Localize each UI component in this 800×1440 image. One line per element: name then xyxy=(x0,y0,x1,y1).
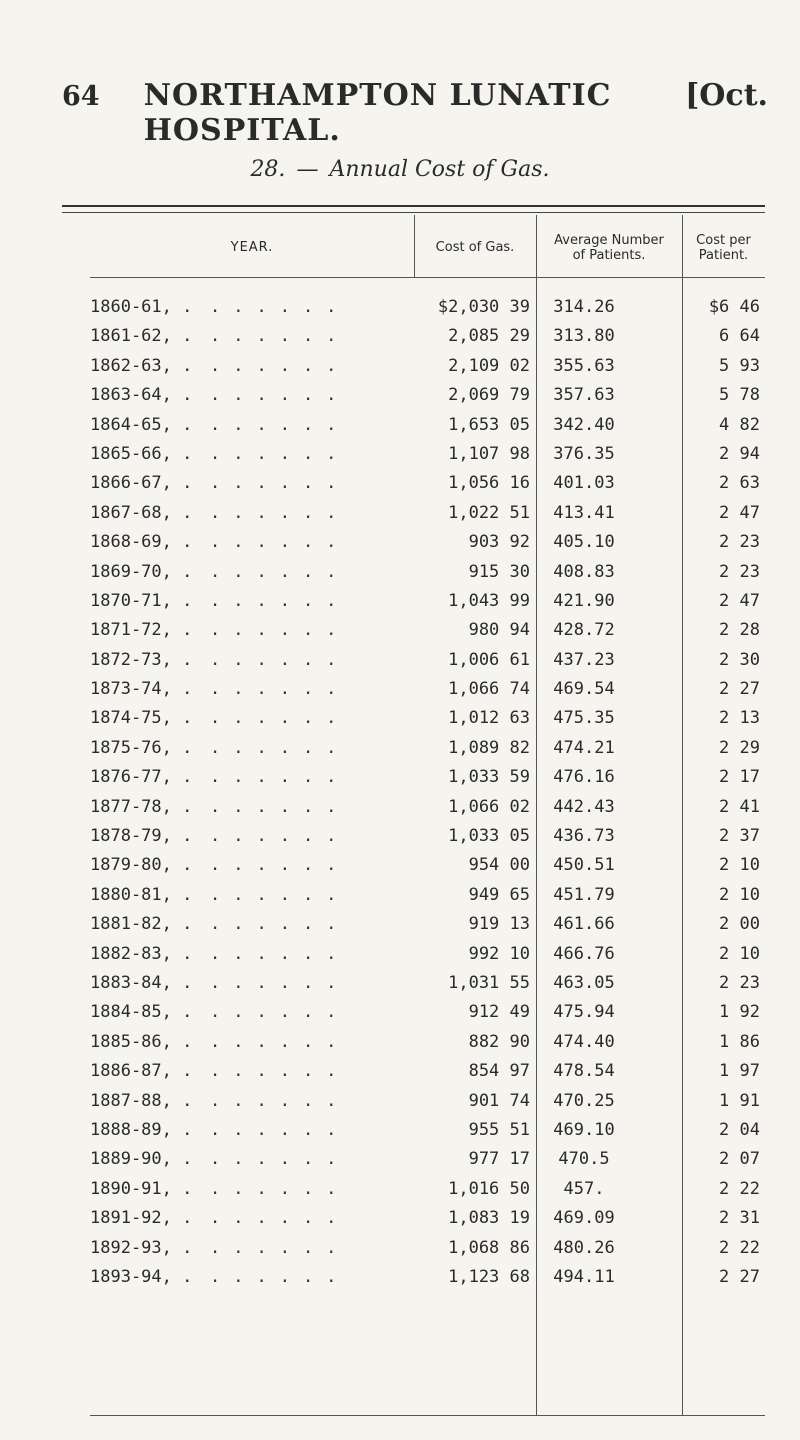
average-patients-cell: 421.90 xyxy=(553,590,615,611)
cost-per-patient-cell: 2 29 xyxy=(719,737,760,758)
year-cell: 1875-76, . xyxy=(90,737,193,758)
cost-of-gas-cell: 1,089 82 xyxy=(448,737,530,758)
cost-of-gas-cell: 1,006 61 xyxy=(448,649,530,670)
table-row xyxy=(0,591,800,620)
cost-of-gas-cell: 1,056 16 xyxy=(448,473,530,494)
year-cell: 1879-80, . xyxy=(90,855,193,876)
table-row xyxy=(0,944,800,973)
average-patients-cell: 470.25 xyxy=(553,1090,615,1111)
table-row xyxy=(0,503,800,532)
dot-leader: ...... xyxy=(210,620,350,641)
table-bottom-rule xyxy=(90,1415,765,1416)
dot-leader: ...... xyxy=(210,914,350,935)
cost-per-patient-cell: 2 94 xyxy=(719,443,760,464)
table-row xyxy=(0,826,800,855)
dot-leader: ...... xyxy=(210,649,350,670)
average-patients-cell: 428.72 xyxy=(553,620,615,641)
cost-per-patient-cell: 5 93 xyxy=(719,355,760,376)
cost-of-gas-cell: 1,068 86 xyxy=(448,1237,530,1258)
dot-leader: ...... xyxy=(210,355,350,376)
year-cell: 1872-73, . xyxy=(90,649,193,670)
column-header-average-patients: Average Number of Patients. xyxy=(554,232,664,263)
year-cell: 1877-78, . xyxy=(90,796,193,817)
table-caption xyxy=(0,157,800,182)
table-row xyxy=(0,444,800,473)
average-patients-cell: 355.63 xyxy=(553,355,615,376)
dot-leader: ...... xyxy=(210,473,350,494)
dot-leader: ...... xyxy=(210,1031,350,1052)
table-row xyxy=(0,326,800,355)
dot-leader: ...... xyxy=(210,326,350,347)
dot-leader: ...... xyxy=(210,414,350,435)
cost-of-gas-cell: 1,022 51 xyxy=(448,502,530,523)
table-row xyxy=(0,1149,800,1178)
table-row xyxy=(0,797,800,826)
table-row xyxy=(0,973,800,1002)
cost-per-patient-cell: 2 47 xyxy=(719,502,760,523)
cost-per-patient-cell: 2 22 xyxy=(719,1178,760,1199)
cost-per-patient-cell: 2 10 xyxy=(719,884,760,905)
dot-leader: ...... xyxy=(210,297,350,317)
column-rule xyxy=(414,215,415,277)
average-patients-cell: 461.66 xyxy=(553,914,615,935)
cost-per-patient-cell: 5 78 xyxy=(719,385,760,406)
cost-per-patient-cell: 2 13 xyxy=(719,708,760,729)
cost-of-gas-cell: 903 92 xyxy=(468,532,530,553)
average-patients-cell: 474.40 xyxy=(553,1031,615,1052)
year-cell: 1862-63, . xyxy=(90,355,193,376)
table-row xyxy=(0,620,800,649)
year-cell: 1874-75, . xyxy=(90,708,193,729)
average-patients-cell: 405.10 xyxy=(553,532,615,553)
table-row xyxy=(0,562,800,591)
average-patients-cell: 469.54 xyxy=(553,679,615,700)
dot-leader: ...... xyxy=(210,943,350,964)
cost-per-patient-cell: 2 47 xyxy=(719,590,760,611)
table-row xyxy=(0,297,800,326)
table-row xyxy=(0,356,800,385)
year-cell: 1865-66, . xyxy=(90,443,193,464)
cost-per-patient-cell: 2 04 xyxy=(719,1119,760,1140)
running-head-month: [Oct. xyxy=(685,78,768,113)
year-cell: 1861-62, . xyxy=(90,326,193,347)
cost-of-gas-cell: 949 65 xyxy=(468,884,530,905)
cost-per-patient-cell: 1 92 xyxy=(719,1002,760,1023)
average-patients-cell: 451.79 xyxy=(553,884,615,905)
cost-per-patient-cell: 2 23 xyxy=(719,972,760,993)
cost-of-gas-cell: 977 17 xyxy=(468,1149,530,1170)
cost-of-gas-cell: 954 00 xyxy=(468,855,530,876)
year-cell: 1889-90, . xyxy=(90,1149,193,1170)
dot-leader: ...... xyxy=(210,1090,350,1111)
table-row xyxy=(0,1208,800,1237)
cost-per-patient-cell: 2 27 xyxy=(719,1266,760,1287)
year-cell: 1890-91, . xyxy=(90,1178,193,1199)
cost-of-gas-cell: 912 49 xyxy=(468,1002,530,1023)
page-header xyxy=(62,78,768,148)
table-number: 28. xyxy=(250,157,286,182)
average-patients-cell: 466.76 xyxy=(553,943,615,964)
dot-leader: ...... xyxy=(210,502,350,523)
cost-per-patient-cell: 2 41 xyxy=(719,796,760,817)
cost-of-gas-cell: 1,043 99 xyxy=(448,590,530,611)
year-cell: 1887-88, . xyxy=(90,1090,193,1111)
average-patients-cell: 437.23 xyxy=(553,649,615,670)
table-row xyxy=(0,767,800,796)
cost-of-gas-cell: $2,030 39 xyxy=(437,297,530,317)
cost-of-gas-cell: 919 13 xyxy=(468,914,530,935)
cost-of-gas-cell: 1,033 05 xyxy=(448,826,530,847)
year-cell: 1893-94, . xyxy=(90,1266,193,1287)
average-patients-cell: 413.41 xyxy=(553,502,615,523)
year-cell: 1873-74, . xyxy=(90,679,193,700)
cost-of-gas-cell: 1,033 59 xyxy=(448,767,530,788)
cost-of-gas-cell: 1,016 50 xyxy=(448,1178,530,1199)
average-patients-cell: 474.21 xyxy=(553,737,615,758)
average-patients-cell: 401.03 xyxy=(553,473,615,494)
dot-leader: ...... xyxy=(210,1208,350,1229)
average-patients-cell: 470.5 xyxy=(558,1149,610,1170)
cost-per-patient-cell: 2 17 xyxy=(719,767,760,788)
table-row xyxy=(0,708,800,737)
table-row xyxy=(0,385,800,414)
header-rule xyxy=(90,277,765,278)
table-row xyxy=(0,1032,800,1061)
year-cell: 1868-69, . xyxy=(90,532,193,553)
average-patients-cell: 436.73 xyxy=(553,826,615,847)
table-row xyxy=(0,1061,800,1090)
cost-per-patient-cell: 2 10 xyxy=(719,943,760,964)
cost-of-gas-cell: 980 94 xyxy=(468,620,530,641)
dot-leader: ...... xyxy=(210,1119,350,1140)
running-head: NORTHAMPTON LUNATIC HOSPITAL. xyxy=(143,78,612,148)
table-row xyxy=(0,855,800,884)
year-cell: 1871-72, . xyxy=(90,620,193,641)
year-cell: 1867-68, . xyxy=(90,502,193,523)
table-row xyxy=(0,1267,800,1296)
cost-of-gas-cell: 1,031 55 xyxy=(448,972,530,993)
dot-leader: ...... xyxy=(210,1002,350,1023)
cost-of-gas-cell: 2,069 79 xyxy=(448,385,530,406)
year-cell: 1864-65, . xyxy=(90,414,193,435)
average-patients-cell: 475.35 xyxy=(553,708,615,729)
cost-of-gas-cell: 1,123 68 xyxy=(448,1266,530,1287)
year-cell: 1869-70, . xyxy=(90,561,193,582)
year-cell: 1881-82, . xyxy=(90,914,193,935)
cost-per-patient-cell: 2 23 xyxy=(719,532,760,553)
table-row xyxy=(0,1179,800,1208)
column-header-cost-of-gas: Cost of Gas. xyxy=(435,240,515,255)
average-patients-cell: 480.26 xyxy=(553,1237,615,1258)
average-patients-cell: 478.54 xyxy=(553,1061,615,1082)
table-row xyxy=(0,1091,800,1120)
year-cell: 1888-89, . xyxy=(90,1119,193,1140)
cost-of-gas-cell: 854 97 xyxy=(468,1061,530,1082)
cost-of-gas-cell: 1,066 74 xyxy=(448,679,530,700)
average-patients-cell: 463.05 xyxy=(553,972,615,993)
average-patients-cell: 313.80 xyxy=(553,326,615,347)
average-patients-cell: 469.09 xyxy=(553,1208,615,1229)
year-cell: 1886-87, . xyxy=(90,1061,193,1082)
year-cell: 1891-92, . xyxy=(90,1208,193,1229)
cost-per-patient-cell: 6 64 xyxy=(719,326,760,347)
average-patients-cell: 476.16 xyxy=(553,767,615,788)
average-patients-cell: 457. xyxy=(563,1178,605,1199)
table-row xyxy=(0,679,800,708)
dot-leader: ...... xyxy=(210,1178,350,1199)
dot-leader: ...... xyxy=(210,708,350,729)
cost-of-gas-cell: 901 74 xyxy=(468,1090,530,1111)
cost-of-gas-cell: 1,107 98 xyxy=(448,443,530,464)
average-patients-cell: 475.94 xyxy=(553,1002,615,1023)
cost-per-patient-cell: 4 82 xyxy=(719,414,760,435)
dot-leader: ...... xyxy=(210,737,350,758)
table-body xyxy=(0,297,800,1296)
cost-of-gas-cell: 1,653 05 xyxy=(448,414,530,435)
table-row xyxy=(0,1002,800,1031)
average-patients-cell: 314.26 xyxy=(553,297,615,317)
table-row xyxy=(0,532,800,561)
dot-leader: ...... xyxy=(210,767,350,788)
dot-leader: ...... xyxy=(210,1266,350,1287)
cost-per-patient-cell: 2 31 xyxy=(719,1208,760,1229)
table-row xyxy=(0,914,800,943)
cost-per-patient-cell: 2 00 xyxy=(719,914,760,935)
average-patients-cell: 357.63 xyxy=(553,385,615,406)
column-header-year: YEAR. xyxy=(230,240,274,255)
dot-leader: ...... xyxy=(210,385,350,406)
cost-per-patient-cell: 2 27 xyxy=(719,679,760,700)
average-patients-cell: 342.40 xyxy=(553,414,615,435)
dot-leader: ...... xyxy=(210,884,350,905)
table-row xyxy=(0,738,800,767)
year-cell: 1880-81, . xyxy=(90,884,193,905)
average-patients-cell: 469.10 xyxy=(553,1119,615,1140)
cost-per-patient-cell: 2 10 xyxy=(719,855,760,876)
year-cell: 1884-85, . xyxy=(90,1002,193,1023)
average-patients-cell: 450.51 xyxy=(553,855,615,876)
dot-leader: ...... xyxy=(210,590,350,611)
table-top-rule xyxy=(62,205,765,213)
dot-leader: ...... xyxy=(210,1061,350,1082)
table-row xyxy=(0,415,800,444)
cost-per-patient-cell: 2 23 xyxy=(719,561,760,582)
table-row xyxy=(0,650,800,679)
dot-leader: ...... xyxy=(210,1149,350,1170)
year-cell: 1876-77, . xyxy=(90,767,193,788)
table-row xyxy=(0,1238,800,1267)
year-cell: 1863-64, . xyxy=(90,385,193,406)
year-cell: 1885-86, . xyxy=(90,1031,193,1052)
year-cell: 1883-84, . xyxy=(90,972,193,993)
cost-per-patient-cell: 2 30 xyxy=(719,649,760,670)
cost-of-gas-cell: 992 10 xyxy=(468,943,530,964)
cost-per-patient-cell: 1 86 xyxy=(719,1031,760,1052)
average-patients-cell: 376.35 xyxy=(553,443,615,464)
table-title: Annual Cost of Gas. xyxy=(329,157,550,182)
dot-leader: ...... xyxy=(210,826,350,847)
cost-per-patient-cell: 2 22 xyxy=(719,1237,760,1258)
caption-dash: — xyxy=(296,157,319,182)
cost-per-patient-cell: 2 37 xyxy=(719,826,760,847)
dot-leader: ...... xyxy=(210,796,350,817)
dot-leader: ...... xyxy=(210,443,350,464)
dot-leader: ...... xyxy=(210,532,350,553)
cost-per-patient-cell: 2 07 xyxy=(719,1149,760,1170)
year-cell: 1882-83, . xyxy=(90,943,193,964)
dot-leader: ...... xyxy=(210,855,350,876)
cost-per-patient-cell: 1 97 xyxy=(719,1061,760,1082)
cost-of-gas-cell: 1,066 02 xyxy=(448,796,530,817)
year-cell: 1866-67, . xyxy=(90,473,193,494)
cost-of-gas-cell: 955 51 xyxy=(468,1119,530,1140)
table-row xyxy=(0,885,800,914)
year-cell: 1870-71, . xyxy=(90,590,193,611)
average-patients-cell: 442.43 xyxy=(553,796,615,817)
dot-leader: ...... xyxy=(210,679,350,700)
cost-of-gas-cell: 1,083 19 xyxy=(448,1208,530,1229)
table-row xyxy=(0,1120,800,1149)
dot-leader: ...... xyxy=(210,972,350,993)
cost-per-patient-cell: 2 28 xyxy=(719,620,760,641)
cost-per-patient-cell: 2 63 xyxy=(719,473,760,494)
dot-leader: ...... xyxy=(210,561,350,582)
year-cell: 1860-61, . xyxy=(90,297,193,317)
page-number: 64 xyxy=(62,81,100,112)
cost-of-gas-cell: 2,109 02 xyxy=(448,355,530,376)
cost-of-gas-cell: 882 90 xyxy=(468,1031,530,1052)
cost-of-gas-cell: 1,012 63 xyxy=(448,708,530,729)
table-row xyxy=(0,473,800,502)
column-header-cost-per-patient: Cost per Patient. xyxy=(696,232,751,263)
average-patients-cell: 408.83 xyxy=(553,561,615,582)
year-cell: 1878-79, . xyxy=(90,826,193,847)
cost-of-gas-cell: 2,085 29 xyxy=(448,326,530,347)
cost-per-patient-cell: $6 46 xyxy=(708,297,760,317)
cost-per-patient-cell: 1 91 xyxy=(719,1090,760,1111)
cost-of-gas-cell: 915 30 xyxy=(468,561,530,582)
year-cell: 1892-93, . xyxy=(90,1237,193,1258)
average-patients-cell: 494.11 xyxy=(553,1266,615,1287)
dot-leader: ...... xyxy=(210,1237,350,1258)
